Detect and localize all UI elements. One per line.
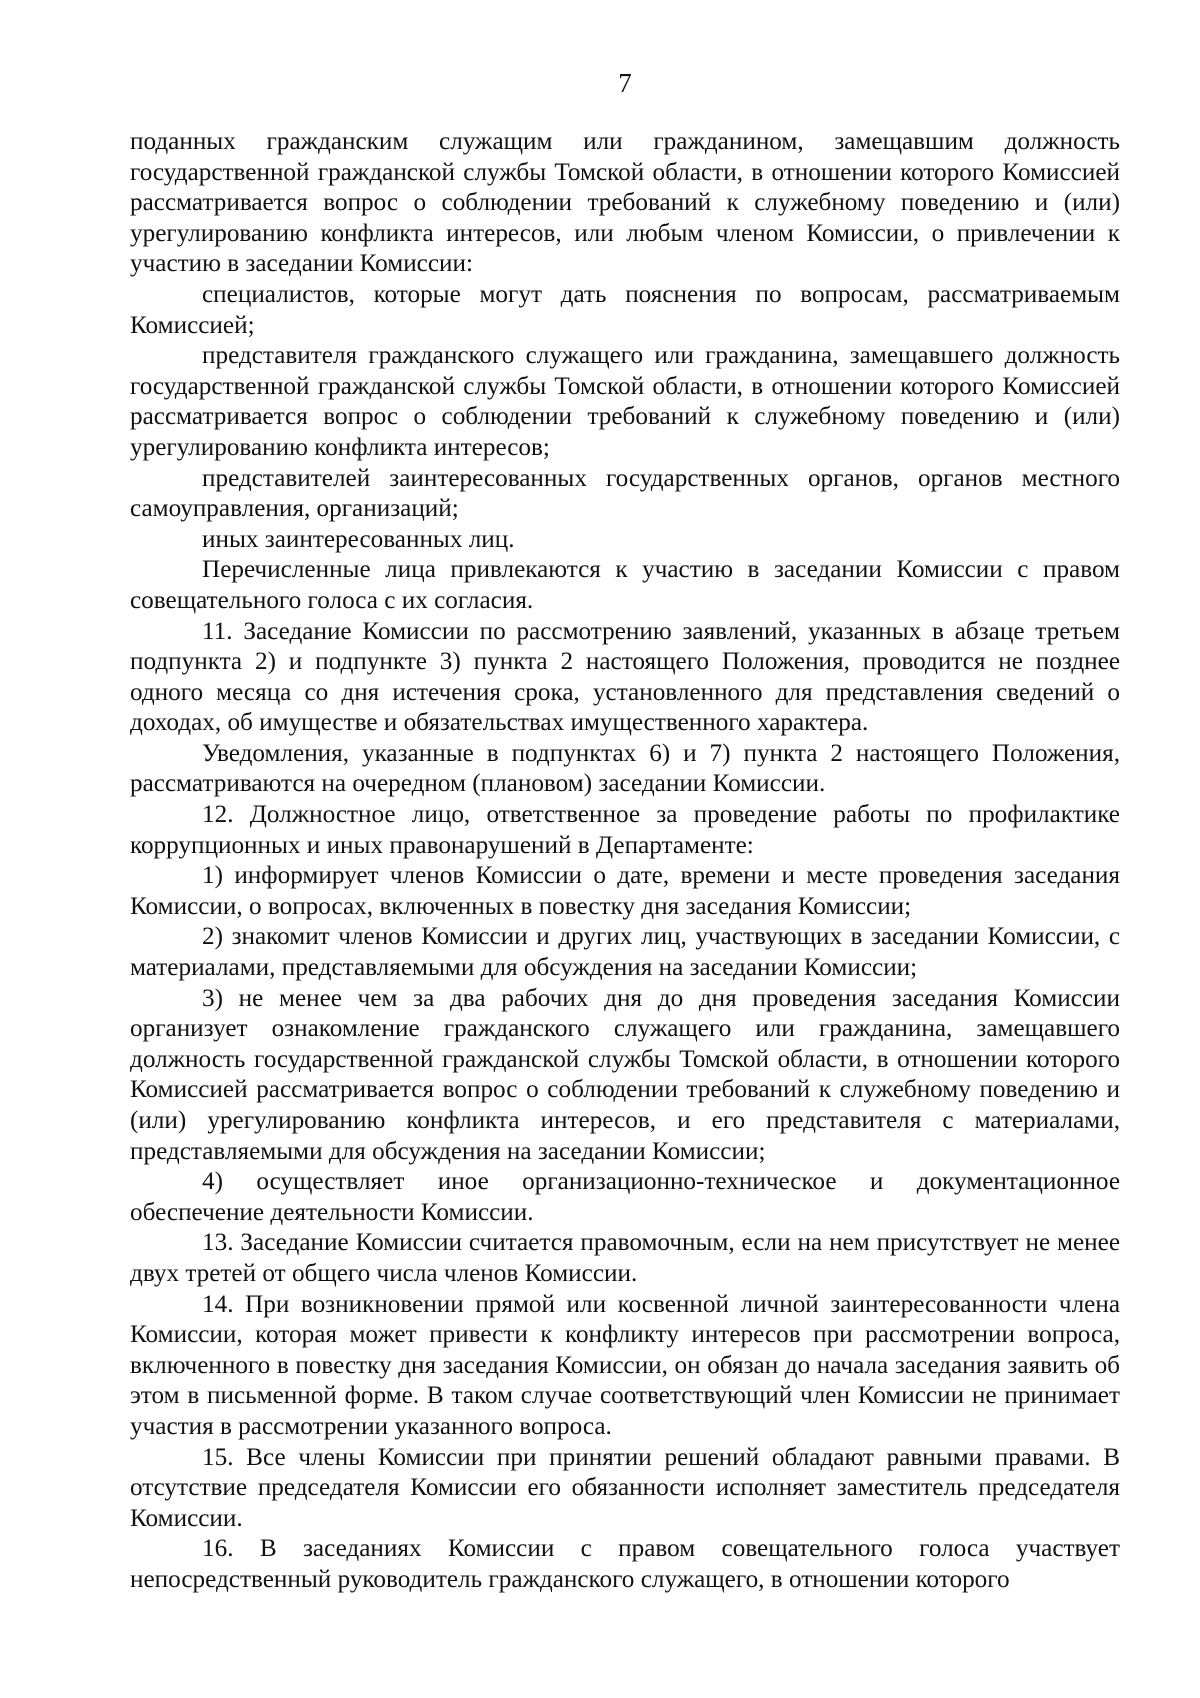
- paragraph-item-12: 12. Должностное лицо, ответственное за проведение работы по профилактике коррупционных и иных правонарушений в Департаменте:: [130, 801, 1120, 859]
- page-number: 7: [618, 68, 632, 98]
- paragraph: специалистов, которые могут дать пояснения по вопросам, рассматриваемым Комиссией;: [130, 280, 1120, 339]
- paragraph-item-15: 15. Все члены Комиссии при принятии решений обладают равными правами. В отсутствие председателя Комиссии его обязанности исполняет заместитель председателя Комиссии.: [130, 1443, 1120, 1532]
- paragraph: представителей заинтересованных государственных органов, органов местного самоуправления, организаций;: [130, 464, 1120, 523]
- paragraph-item-13: 13. Заседание Комиссии считается правомочным, если на нем присутствует не менее двух третей от общего числа членов Комиссии.: [130, 1229, 1120, 1287]
- paragraph-subitem-1: 1) информирует членов Комиссии о дате, времени и месте проведения заседания Комиссии, о вопросах, включенных в повестку дня заседания Комиссии;: [130, 862, 1120, 920]
- paragraph-item-16: 16. В заседаниях Комиссии с правом совещательного голоса участвует непосредственный руководитель гражданского служащего, в отношении которого: [130, 1535, 1120, 1593]
- paragraph-item-11: 11. Заседание Комиссии по рассмотрению заявлений, указанных в абзаце третьем подпункта 2) и подпункте 3) пункта 2 настоящего Положения, проводится не позднее одного месяца со дня истечения срока, установленного для представления сведений о доходах, об имуществе и обязательствах имущественного характера.: [130, 617, 1120, 737]
- document-body: [130, 127, 1120, 1596]
- paragraph: иных заинтересованных лиц.: [202, 525, 515, 553]
- paragraph: представителя гражданского служащего или гражданина, замещавшего должность государственной гражданской службы Томской области, в отношении которого Комиссией рассматривается вопрос о соблюдении требований к служебному поведению и (или) урегулированию конфликта интересов;: [130, 342, 1120, 461]
- paragraph-subitem-4: 4) осуществляет иное организационно-техническое и документационное обеспечение деятельности Комиссии.: [130, 1168, 1120, 1226]
- paragraph: Перечисленные лица привлекаются к участию в заседании Комиссии с правом совещательного голоса с их согласия.: [130, 556, 1120, 614]
- paragraph-item-14: 14. При возникновении прямой или косвенной личной заинтересованности члена Комиссии, которая может привести к конфликту интересов при рассмотрении вопроса, включенного в повестку дня заседания Комиссии, он обязан до начала заседания заявить об этом в письменной форме. В таком случае соответствующий член Комиссии не принимает участия в рассмотрении указанного вопроса.: [130, 1290, 1120, 1440]
- paragraph: Уведомления, указанные в подпунктах 6) и 7) пункта 2 настоящего Положения, рассматриваются на очередном (плановом) заседании Комиссии.: [130, 739, 1120, 798]
- paragraph-subitem-2: 2) знакомит членов Комиссии и других лиц, участвующих в заседании Комиссии, с материалами, представляемыми для обсуждения на заседании Комиссии;: [130, 923, 1120, 982]
- paragraph-continuation: поданных гражданским служащим или гражданином, замещавшим должность государственной гражданской службы Томской области, в отношении которого Комиссией рассматривается вопрос о соблюдении требований к служебному поведению и (или) урегулированию конфликта интересов, или любым членом Комиссии, о привлечении к участию в заседании Комиссии:: [130, 128, 1120, 278]
- paragraph-subitem-3: 3) не менее чем за два рабочих дня до дня проведения заседания Комиссии организует ознакомление гражданского служащего или гражданина, замещавшего должность государственной гражданской службы Томской области, в отношении которого Комиссией рассматривается вопрос о соблюдении требований к служебному поведению и (или) урегулированию конфликта интересов, и его представителя с материалами, представляемыми для обсуждения на заседании Комиссии;: [130, 984, 1120, 1165]
